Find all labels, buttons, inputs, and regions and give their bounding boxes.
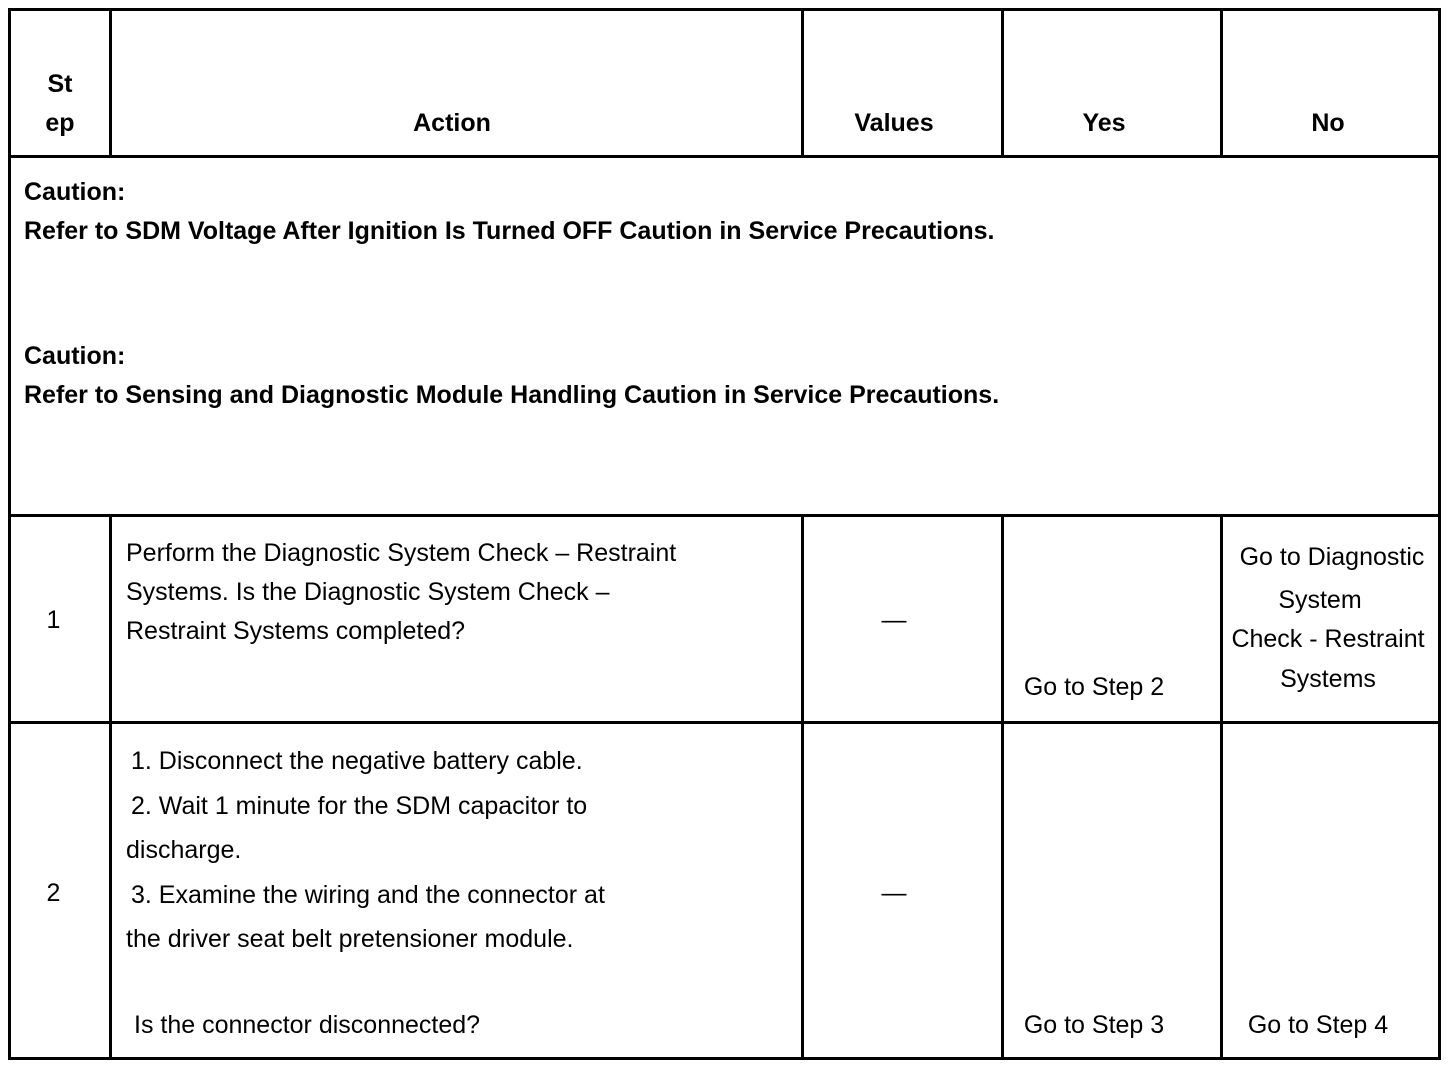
header-divider — [11, 155, 1438, 158]
action-line: discharge. — [126, 836, 242, 864]
header-action: Action — [413, 109, 491, 137]
step-number: 2 — [46, 879, 61, 907]
action-question: Is the connector disconnected? — [134, 1011, 481, 1039]
action-line: 3. Examine the wiring and the connector at — [131, 881, 605, 909]
no-goto-line: Check - Restraint — [1231, 625, 1425, 653]
no-goto: Go to Step 4 — [1247, 1011, 1389, 1039]
action-line: the driver seat belt pretensioner module. — [126, 925, 574, 953]
header-no: No — [1311, 109, 1345, 137]
caution-label: Caution: — [24, 178, 126, 206]
header-step-line2: ep — [45, 109, 75, 137]
action-line: 1. Disconnect the negative battery cable. — [131, 747, 583, 775]
action-line: Restraint Systems completed? — [126, 617, 466, 645]
action-line: 2. Wait 1 minute for the SDM capacitor to — [131, 792, 588, 820]
column-divider — [109, 514, 112, 1057]
step-number: 1 — [46, 606, 61, 634]
diagnostic-table — [8, 8, 1441, 1060]
no-goto-line: Go to Diagnostic — [1239, 543, 1425, 571]
no-goto-line: Systems — [1280, 665, 1376, 693]
caution-text: Refer to SDM Voltage After Ignition Is Turned OFF Caution in Service Precautions. — [24, 217, 995, 245]
value-cell: — — [881, 606, 907, 634]
column-divider — [1001, 514, 1004, 1057]
column-divider — [801, 514, 804, 1057]
yes-goto: Go to Step 3 — [1023, 1011, 1165, 1039]
yes-goto: Go to Step 2 — [1023, 673, 1165, 701]
caution-divider — [11, 514, 1438, 517]
action-line: Perform the Diagnostic System Check – Restraint — [126, 539, 677, 567]
action-line: Systems. Is the Diagnostic System Check – — [126, 578, 610, 606]
value-cell: — — [881, 879, 907, 907]
caution-label: Caution: — [24, 342, 126, 370]
row-divider — [11, 721, 1438, 724]
header-yes: Yes — [1082, 109, 1126, 137]
no-goto-line: System — [1278, 586, 1362, 614]
header-step-line1: St — [47, 70, 73, 98]
header-values: Values — [854, 109, 934, 137]
caution-text: Refer to Sensing and Diagnostic Module Handling Caution in Service Precautions. — [24, 381, 1000, 409]
